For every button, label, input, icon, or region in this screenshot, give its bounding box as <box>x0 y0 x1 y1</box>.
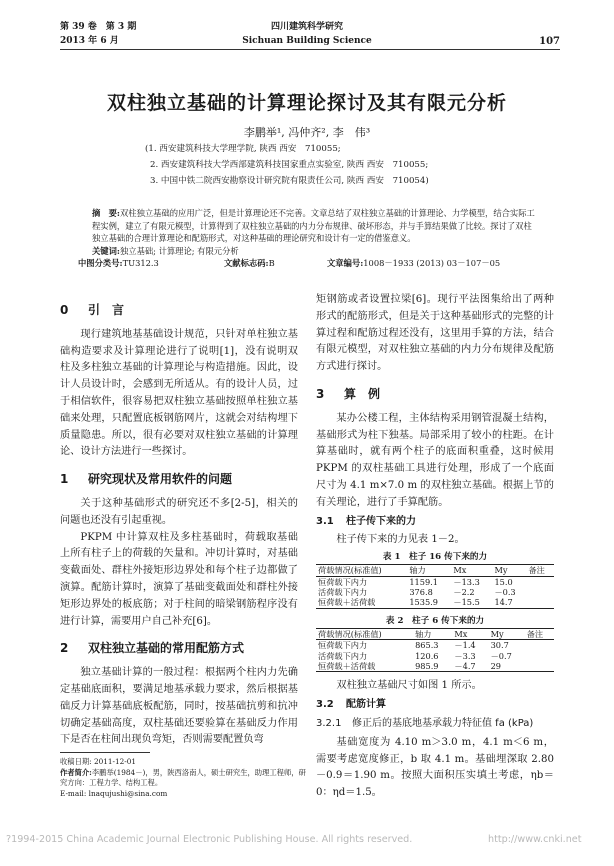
table-row: 恒荷载下内力 865.3 －1.4 30.7 <box>318 640 509 651</box>
affiliation-2: 2. 西安建筑科技大学西部建筑科技国家重点实验室, 陕西 西安 710055; <box>150 160 429 170</box>
volume-issue: 第 39 卷 第 3 期 <box>60 22 137 32</box>
keywords-label: 关键词: <box>92 245 120 256</box>
issue-date: 2013 年 6 月 <box>60 36 119 46</box>
table-header: Mx <box>454 628 468 639</box>
paragraph: 独立基础计算的一般过程：根据两个柱内力先确定基础底面积，要满足地基承载力要求，然后根据基础反力计算基础底板配筋，同时，按基础抗剪和抗冲切确定基础高度，双柱基础还要验算在基础反力作用下是否在柱间出现负弯矩，否则需要配置负弯 <box>60 667 298 746</box>
abstract-text: 双柱独立基础的应用广泛，但是计算理论还不完善。文章总结了双柱独立基础的计算理论、力学模型，结合实际工程实例，建立了有限元模型，计算得到了双柱独立基础的内力分布规律、破坏形态，并与手算结果做了比较。探讨了双柱独立基础的合理计算理论和配筋形式，对这种基础的理论研究和设计有一定的借鉴意义。 <box>92 208 535 243</box>
table-header: My <box>494 565 508 576</box>
paragraph: 双柱独立基础尺寸如图 1 所示。 <box>336 680 482 692</box>
table-header: My <box>490 628 504 639</box>
subsection-heading: 3.1 柱子传下来的力 <box>316 515 416 527</box>
article-no-label: 文章编号: <box>327 258 364 268</box>
clc-code: TU312.3 <box>122 258 159 268</box>
section-heading: 1 研究现状及常用软件的问题 <box>60 472 233 487</box>
left-column <box>60 292 298 749</box>
table-header: 轴力 <box>409 565 426 576</box>
table-header: 备注 <box>526 628 544 639</box>
abstract-label: 摘 要: <box>92 208 120 218</box>
table-header: 备注 <box>528 565 545 576</box>
affiliation-3: 3. 中国中铁二院西安勘察设计研究院有限责任公司, 陕西 西安 710054) <box>150 176 429 186</box>
doc-code: B <box>268 258 275 268</box>
table-2-caption: 表 2 柱子 6 传下来的力 <box>385 615 485 626</box>
table-header: 轴力 <box>415 628 432 639</box>
table-2 <box>316 628 554 673</box>
table-row: 活荷载下内力 376.8 －2.2 －0.3 <box>318 586 516 597</box>
affiliation-1: (1. 西安建筑科技大学理学院, 陕西 西安 710055; <box>145 144 341 154</box>
section-heading: 0 引 言 <box>60 303 125 317</box>
subsubsection-heading: 3.2.1 修正后的基底地基承载力特征值 fa (kPa) <box>316 718 534 729</box>
cnki-link[interactable]: http://www.cnki.net <box>488 834 582 845</box>
table-1 <box>316 564 554 609</box>
paragraph: PKPM 中计算双柱及多柱基础时，荷载取基础上所有柱子上的荷载的矢量和。冲切计算时，对基础变截面处、群柱外接矩形边界处和每个柱子边都做了演算。配筋计算时，演算了基础变截面处和群柱外接矩形边界处的板底筋；对于柱间的暗梁钢筋程序没有进行计算，需要用户自己补充[6]。 <box>60 531 298 627</box>
received-date: 收稿日期: 2011-12-01 <box>60 757 137 766</box>
right-column <box>316 292 554 802</box>
table-row: 恒荷载下内力 1159.1 －13.3 15.0 <box>318 576 513 587</box>
article-no: 1008－1933 (2013) 03－107－05 <box>363 258 501 268</box>
paragraph: 基础宽度为 4.10 m＞3.0 m，4.1 m＜6 m，需要考虑宽度修正，b 取 4.1 m。基础埋深取 2.80－0.9＝1.90 m。按照大面积压实填土考虑，ηb＝0：ηd＝1.5。 <box>316 736 554 799</box>
paragraph: 柱子传下来的力见表 1－2。 <box>336 534 465 546</box>
footnote <box>60 757 310 799</box>
author-list: 李鹏举¹, 冯仲齐², 李 伟³ <box>243 126 371 139</box>
page-number: 107 <box>539 36 560 47</box>
paragraph: 现行建筑地基基础设计规范，只针对单柱独立基础构造要求及计算理论进行了说明[1]，没有说明双柱及多柱独立基础的计算理论与构造措施。因此，设计人员设计时，会感到无所适从。有的设计人员，过于相信软件，很容易把双柱独立基础按照单柱独立基础来处理，只配置底板钢筋网片，这就会对结构埋下质量隐患。所以，很有必要对双柱独立基础的计算理论、设计方法进行一些探讨。 <box>60 328 298 458</box>
table-row: 恒荷载＋活荷载 985.9 －4.7 29 <box>316 661 554 672</box>
classification-row <box>78 257 538 269</box>
journal-title-cn: 四川建筑科学研究 <box>270 22 343 32</box>
author-email: E-mail: lnaqujushi@sina.com <box>60 788 168 798</box>
header-rule <box>60 49 560 50</box>
table-row: 活荷载下内力 120.6 －3.3 －0.7 <box>318 650 512 661</box>
table-header: Mx <box>453 565 467 576</box>
doc-code-label: 文献标志码: <box>224 258 269 268</box>
clc-label: 中图分类号: <box>78 258 123 268</box>
copyright-notice: ?1994-2015 China Academic Journal Electronic Publishing House. All rights reserved. <box>6 834 413 845</box>
journal-title-en: Sichuan Building Science <box>242 36 372 46</box>
table-row: 恒荷载＋活荷载 1535.9 －15.5 14.7 <box>316 597 554 608</box>
table-1-caption: 表 1 柱子 16 传下来的力 <box>382 552 488 563</box>
paragraph: 矩钢筋或者设置拉梁[6]。现行平法图集给出了两种形式的配筋形式，但是关于这种基础形式的完整的计算过程和配筋过程还没有，这里用手算的方法，结合有限元模型，对双柱独立基础的内力分布规律及配筋方式进行探讨。 <box>316 294 554 373</box>
table-header: 荷载情况(标准值) <box>318 565 382 576</box>
table-header-row <box>316 565 554 576</box>
section-heading: 3 算 例 <box>316 386 381 401</box>
paragraph: 某办公楼工程，主体结构采用钢管混凝土结构，基础形式为柱下独基。局部采用了较小的柱距。在计算基础时，就有两个柱子的底面积重叠，这时候用 PKPM 的双柱基础工具进行处理，形成了一个底面尺寸为 4.1 m×7.0 m 的双柱独立基础。根据上节的有关理论，进行了手算配筋。 <box>316 412 554 508</box>
section-heading: 2 双柱独立基础的常用配筋方式 <box>60 641 245 656</box>
author-bio-label: 作者简介: <box>60 767 92 777</box>
keywords-text: 独立基础; 计算理论; 有限元分析 <box>119 245 239 256</box>
footnote-rule <box>60 752 150 753</box>
table-header: 荷载情况(标准值) <box>318 628 382 639</box>
subsection-heading: 3.2 配筋计算 <box>316 699 386 711</box>
table-header-row <box>316 628 554 639</box>
paragraph: 关于这种基础形式的研究还不多[2-5]，相关的问题也还没有引起重视。 <box>60 497 298 526</box>
abstract-block <box>78 207 538 269</box>
paper-title: 双柱独立基础的计算理论探讨及其有限元分析 <box>106 92 507 114</box>
author-bio: 李鹏举(1984－)，男，陕西洛南人，硕士研究生，助理工程师，研究方向：工程力学、结构工程。 <box>60 767 306 788</box>
